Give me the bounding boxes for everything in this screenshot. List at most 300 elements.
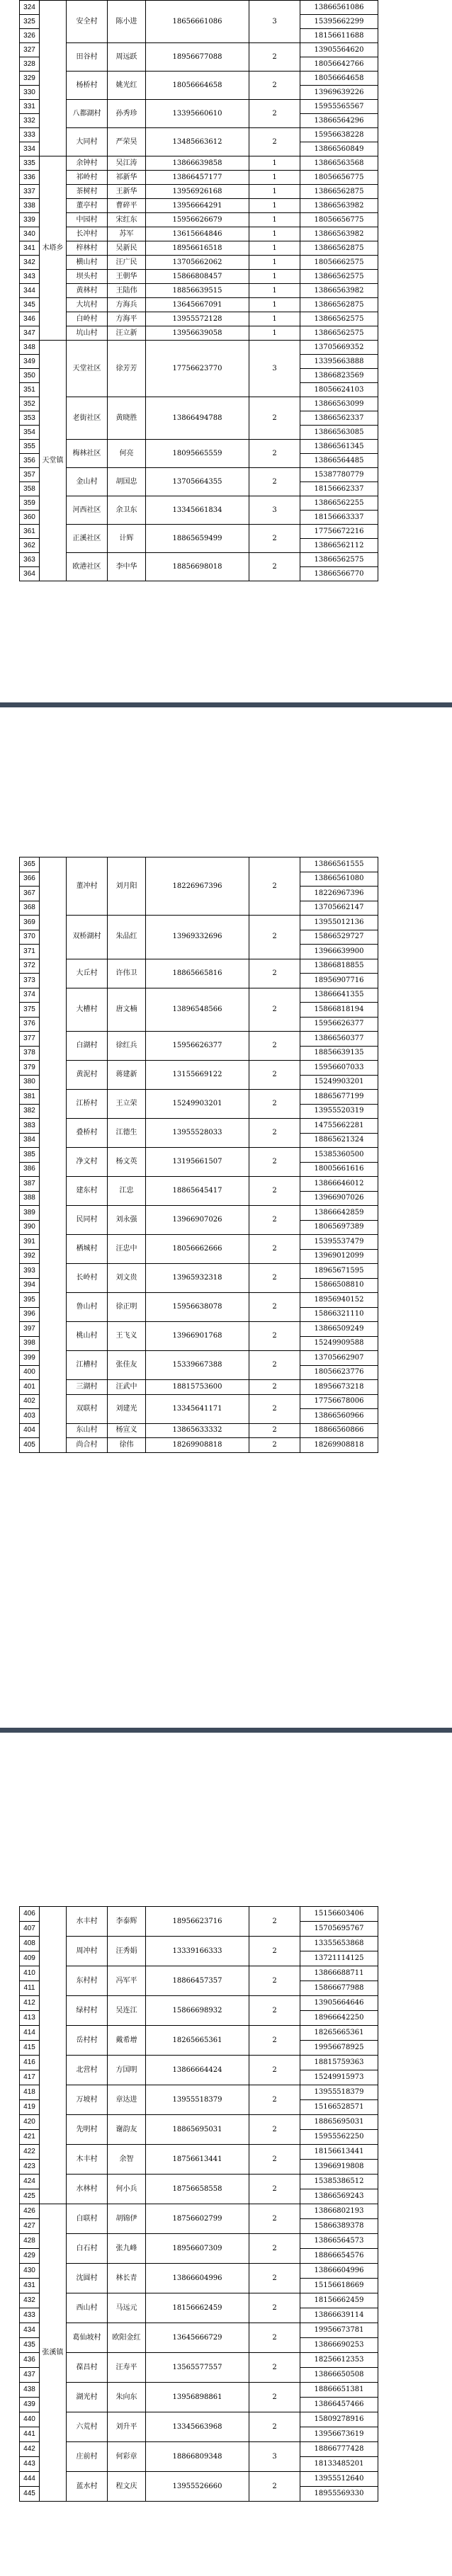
village-cell: 欧港社区 (67, 553, 108, 581)
phone-cell: 15866321110 (300, 1307, 378, 1322)
phone-cell: 18156662459 (300, 2293, 378, 2308)
contact-name-cell: 林长青 (108, 2264, 146, 2293)
village-cell: 先明村 (67, 2115, 108, 2145)
landline-cell: 15866698932 (146, 1996, 249, 2026)
landline-cell: 18056664658 (146, 72, 249, 100)
phone-cell: 13866561080 (300, 872, 378, 887)
row-number-cell: 368 (20, 901, 40, 916)
phone-cell: 13866566770 (300, 567, 378, 581)
row-number-cell: 331 (20, 100, 40, 114)
contact-name-cell: 刘建光 (108, 1394, 146, 1423)
contact-name-cell: 黄晓胜 (108, 397, 146, 440)
contact-name-cell: 余卫东 (108, 496, 146, 525)
row-number-cell: 365 (20, 857, 40, 872)
phone-cell: 15866529727 (300, 930, 378, 945)
village-cell: 大同村 (67, 128, 108, 156)
count-cell: 2 (249, 1966, 300, 1996)
count-cell: 2 (249, 1394, 300, 1423)
landline-cell: 18156662459 (146, 2293, 249, 2323)
table-row (20, 2204, 378, 2219)
row-number-cell: 431 (20, 2279, 40, 2293)
phone-cell: 13866564485 (300, 454, 378, 468)
row-number-cell: 405 (20, 1438, 40, 1453)
count-cell: 1 (249, 326, 300, 341)
count-cell: 2 (249, 525, 300, 553)
table-row (20, 241, 378, 256)
row-number-cell: 366 (20, 872, 40, 887)
landline-cell: 13485663612 (146, 128, 249, 156)
count-cell: 2 (249, 1061, 300, 1090)
row-number-cell: 349 (20, 355, 40, 369)
landline-cell: 13345641171 (146, 1394, 249, 1423)
landline-cell: 13339166333 (146, 1937, 249, 1966)
phone-cell: 13955518379 (300, 2085, 378, 2100)
table-row (20, 1206, 378, 1221)
village-cell: 叠桥村 (67, 1119, 108, 1148)
landline-cell: 13896548566 (146, 988, 249, 1032)
contact-name-cell: 陈小进 (108, 1, 146, 43)
landline-cell: 18956607309 (146, 2234, 249, 2264)
table-row (20, 171, 378, 185)
phone-cell: 13866562875 (300, 298, 378, 312)
table-row (20, 2293, 378, 2308)
row-number-cell: 440 (20, 2412, 40, 2427)
contact-name-cell: 汪寿平 (108, 2353, 146, 2383)
table-row (20, 1293, 378, 1308)
phone-cell: 18056664658 (300, 72, 378, 86)
row-number-cell: 412 (20, 1996, 40, 2011)
contact-name-cell: 张佳友 (108, 1351, 146, 1380)
village-cell: 湖光村 (67, 2383, 108, 2412)
phone-cell: 13395663888 (300, 355, 378, 369)
village-cell: 大坑村 (67, 298, 108, 312)
village-cell: 董亭村 (67, 199, 108, 213)
village-cell: 长岭村 (67, 1264, 108, 1293)
table-row (20, 185, 378, 199)
count-cell: 2 (249, 1264, 300, 1293)
phone-cell: 18866777428 (300, 2442, 378, 2457)
count-cell: 1 (249, 156, 300, 171)
row-number-cell: 419 (20, 2100, 40, 2115)
count-cell: 2 (249, 2472, 300, 2502)
phone-cell: 13866561555 (300, 857, 378, 872)
count-cell: 3 (249, 496, 300, 525)
phone-cell: 15866818194 (300, 1003, 378, 1018)
count-cell: 2 (249, 128, 300, 156)
phone-cell: 15866677988 (300, 1981, 378, 1996)
row-number-cell: 347 (20, 326, 40, 341)
contact-name-cell: 刘文贵 (108, 1264, 146, 1293)
phone-cell: 13966639900 (300, 945, 378, 959)
count-cell: 2 (249, 100, 300, 128)
phone-cell: 13866563085 (300, 426, 378, 440)
table-row (20, 2472, 378, 2487)
phone-cell: 13866564573 (300, 2234, 378, 2249)
row-number-cell: 423 (20, 2160, 40, 2175)
table-row (20, 341, 378, 355)
landline-cell: 15339667388 (146, 1351, 249, 1380)
village-cell: 蓝水村 (67, 2472, 108, 2502)
contact-name-cell: 李泰辉 (108, 1907, 146, 1937)
contact-name-cell: 何彩章 (108, 2442, 146, 2472)
phone-cell: 13866562875 (300, 185, 378, 199)
landline-cell: 13865633332 (146, 1423, 249, 1438)
table-row (20, 1061, 378, 1076)
count-cell: 2 (249, 2145, 300, 2175)
table-row (20, 1996, 378, 2011)
row-number-cell: 391 (20, 1235, 40, 1250)
phone-cell: 13866650508 (300, 2368, 378, 2383)
village-cell: 岳村村 (67, 2026, 108, 2056)
table-row (20, 1438, 378, 1453)
phone-cell: 13866690253 (300, 2338, 378, 2353)
row-number-cell: 433 (20, 2308, 40, 2323)
phone-cell: 18965671595 (300, 1264, 378, 1279)
count-cell: 1 (249, 284, 300, 298)
count-cell: 2 (249, 1293, 300, 1322)
row-number-cell: 444 (20, 2472, 40, 2487)
contact-name-cell: 杨文英 (108, 1148, 146, 1177)
contact-table (19, 857, 378, 1453)
phone-cell: 13866561345 (300, 440, 378, 454)
contact-name-cell: 杨宣义 (108, 1423, 146, 1438)
phone-cell: 13956673619 (300, 2427, 378, 2442)
row-number-cell: 394 (20, 1278, 40, 1293)
count-cell: 2 (249, 2175, 300, 2204)
contact-name-cell: 蒋建新 (108, 1061, 146, 1090)
row-number-cell: 389 (20, 1206, 40, 1221)
row-number-cell: 324 (20, 1, 40, 15)
contact-name-cell: 马远元 (108, 2293, 146, 2323)
row-number-cell: 396 (20, 1307, 40, 1322)
row-number-cell: 358 (20, 482, 40, 496)
table-row (20, 1090, 378, 1105)
count-cell: 2 (249, 857, 300, 916)
phone-cell: 18056656775 (300, 213, 378, 227)
township-cell: 木塔乡 (40, 156, 67, 341)
count-cell: 2 (249, 1119, 300, 1148)
row-number-cell: 336 (20, 171, 40, 185)
village-cell: 江槽村 (67, 1351, 108, 1380)
landline-cell: 18956677088 (146, 43, 249, 72)
village-cell: 正溪社区 (67, 525, 108, 553)
row-number-cell: 340 (20, 227, 40, 241)
village-cell: 坑山村 (67, 326, 108, 341)
contact-name-cell: 姚光红 (108, 72, 146, 100)
landline-cell: 13866494788 (146, 397, 249, 440)
contact-name-cell: 汪忠中 (108, 1235, 146, 1264)
row-number-cell: 380 (20, 1075, 40, 1090)
phone-cell: 15387780779 (300, 468, 378, 482)
contact-name-cell: 徐芳芳 (108, 341, 146, 397)
phone-cell: 18156662337 (300, 482, 378, 496)
village-cell: 建东村 (67, 1177, 108, 1206)
village-cell: 双桥湖村 (67, 916, 108, 959)
village-cell: 白石村 (67, 2234, 108, 2264)
township-cell (40, 857, 67, 1453)
phone-cell: 13705662147 (300, 901, 378, 916)
phone-cell: 18226967396 (300, 887, 378, 901)
landline-cell: 13866457177 (146, 171, 249, 185)
landline-cell: 18956623716 (146, 1907, 249, 1937)
contact-name-cell: 汪武中 (108, 1380, 146, 1395)
count-cell: 2 (249, 43, 300, 72)
row-number-cell: 413 (20, 2011, 40, 2026)
landline-cell: 18269908818 (146, 1438, 249, 1453)
landline-cell: 13956926168 (146, 185, 249, 199)
landline-cell: 13565577557 (146, 2353, 249, 2383)
contact-table (19, 0, 378, 581)
row-number-cell: 355 (20, 440, 40, 454)
table-row (20, 256, 378, 270)
village-cell: 葛仙坡村 (67, 2323, 108, 2353)
row-number-cell: 342 (20, 256, 40, 270)
table-row (20, 100, 378, 114)
landline-cell: 18756658558 (146, 2175, 249, 2204)
phone-cell: 18269908818 (300, 1438, 378, 1453)
village-cell: 民同村 (67, 1206, 108, 1235)
table-row (20, 1, 378, 15)
landline-cell: 15249903201 (146, 1090, 249, 1119)
contact-name-cell: 朱向东 (108, 2383, 146, 2412)
count-cell: 3 (249, 1, 300, 43)
row-number-cell: 430 (20, 2264, 40, 2279)
row-number-cell: 354 (20, 426, 40, 440)
contact-name-cell: 宋红东 (108, 213, 146, 227)
count-cell: 2 (249, 1090, 300, 1119)
row-number-cell: 434 (20, 2323, 40, 2338)
row-number-cell: 378 (20, 1046, 40, 1061)
landline-cell: 18865695031 (146, 2115, 249, 2145)
contact-name-cell: 方国明 (108, 2056, 146, 2085)
row-number-cell: 343 (20, 270, 40, 284)
row-number-cell: 443 (20, 2457, 40, 2472)
row-number-cell: 376 (20, 1017, 40, 1032)
contact-table (19, 1906, 378, 2502)
landline-cell: 13345663968 (146, 2412, 249, 2442)
phone-cell: 15395537479 (300, 1235, 378, 1250)
phone-cell: 15156618669 (300, 2279, 378, 2293)
count-cell: 2 (249, 553, 300, 581)
row-number-cell: 384 (20, 1133, 40, 1148)
landline-cell: 13195661507 (146, 1148, 249, 1177)
count-cell: 1 (249, 199, 300, 213)
table-row (20, 857, 378, 872)
landline-cell: 13395660610 (146, 100, 249, 128)
row-number-cell: 364 (20, 567, 40, 581)
page-separator (0, 1728, 452, 1733)
village-cell: 董冲村 (67, 857, 108, 916)
phone-cell: 13866562875 (300, 241, 378, 256)
row-number-cell: 373 (20, 974, 40, 988)
phone-cell: 13866563982 (300, 199, 378, 213)
count-cell: 1 (249, 298, 300, 312)
count-cell: 2 (249, 397, 300, 440)
count-cell: 2 (249, 1322, 300, 1351)
village-cell: 白湖村 (67, 1032, 108, 1061)
phone-cell: 13705662907 (300, 1351, 378, 1366)
table-row (20, 1119, 378, 1134)
village-cell: 安全村 (67, 1, 108, 43)
table-row (20, 525, 378, 539)
village-cell: 鲁山村 (67, 1293, 108, 1322)
phone-cell: 15385386512 (300, 2175, 378, 2189)
row-number-cell: 327 (20, 43, 40, 57)
row-number-cell: 399 (20, 1351, 40, 1366)
row-number-cell: 383 (20, 1119, 40, 1134)
landline-cell: 13966907026 (146, 1206, 249, 1235)
contact-name-cell: 吴新民 (108, 241, 146, 256)
row-number-cell: 411 (20, 1981, 40, 1996)
table-row (20, 1148, 378, 1163)
table-row (20, 2175, 378, 2189)
count-cell: 2 (249, 2323, 300, 2353)
landline-cell: 13969332696 (146, 916, 249, 959)
contact-name-cell: 方海平 (108, 312, 146, 326)
landline-cell: 15956626679 (146, 213, 249, 227)
table-row (20, 1177, 378, 1192)
contact-name-cell: 欧阳金红 (108, 2323, 146, 2353)
village-cell: 绿村村 (67, 1996, 108, 2026)
phone-cell: 18956907716 (300, 974, 378, 988)
village-cell: 水林村 (67, 2175, 108, 2204)
contact-name-cell: 徐正明 (108, 1293, 146, 1322)
contact-name-cell: 汪广民 (108, 256, 146, 270)
village-cell: 庄前村 (67, 2442, 108, 2472)
row-number-cell: 350 (20, 369, 40, 383)
phone-cell: 18966642250 (300, 2011, 378, 2026)
row-number-cell: 445 (20, 2487, 40, 2502)
contact-name-cell: 王新华 (108, 185, 146, 199)
phone-cell: 15956607033 (300, 1061, 378, 1076)
table-row (20, 1966, 378, 1981)
count-cell: 2 (249, 2204, 300, 2234)
village-cell: 东村村 (67, 1966, 108, 1996)
phone-cell: 13866562112 (300, 539, 378, 553)
contact-name-cell: 许伟卫 (108, 959, 146, 988)
row-number-cell: 382 (20, 1104, 40, 1119)
phone-cell: 15395662299 (300, 15, 378, 29)
row-number-cell: 352 (20, 397, 40, 411)
landline-cell: 18856698018 (146, 553, 249, 581)
table-row (20, 1032, 378, 1047)
row-number-cell: 339 (20, 213, 40, 227)
row-number-cell: 375 (20, 1003, 40, 1018)
row-number-cell: 346 (20, 312, 40, 326)
row-number-cell: 438 (20, 2383, 40, 2398)
count-cell: 2 (249, 1423, 300, 1438)
contact-name-cell: 冯军平 (108, 1966, 146, 1996)
village-cell: 桃山村 (67, 1322, 108, 1351)
phone-cell: 18866560866 (300, 1423, 378, 1438)
contact-name-cell: 祁新华 (108, 171, 146, 185)
row-number-cell: 341 (20, 241, 40, 256)
count-cell: 2 (249, 2234, 300, 2264)
village-cell: 沈圆村 (67, 2264, 108, 2293)
table-row (20, 1907, 378, 1922)
row-number-cell: 424 (20, 2175, 40, 2189)
landline-cell: 18656661086 (146, 1, 249, 43)
contact-name-cell: 胡锦伊 (108, 2204, 146, 2234)
phone-cell: 13355653868 (300, 1937, 378, 1951)
row-number-cell: 337 (20, 185, 40, 199)
row-number-cell: 362 (20, 539, 40, 553)
count-cell: 2 (249, 916, 300, 959)
landline-cell: 18866457357 (146, 1966, 249, 1996)
village-cell: 木丰村 (67, 2145, 108, 2175)
landline-cell: 13965932318 (146, 1264, 249, 1293)
village-cell: 梓林村 (67, 241, 108, 256)
phone-cell: 13866562575 (300, 312, 378, 326)
landline-cell: 18865645417 (146, 1177, 249, 1206)
row-number-cell: 386 (20, 1162, 40, 1177)
village-cell: 双联村 (67, 1394, 108, 1423)
row-number-cell: 395 (20, 1293, 40, 1308)
contact-name-cell: 周远跃 (108, 43, 146, 72)
landline-cell: 13645666729 (146, 2323, 249, 2353)
phone-cell: 15809278916 (300, 2412, 378, 2427)
contact-name-cell: 江德生 (108, 1119, 146, 1148)
table-row (20, 2323, 378, 2338)
phone-cell: 17756678006 (300, 1394, 378, 1409)
count-cell: 3 (249, 2442, 300, 2472)
landline-cell: 13866664424 (146, 2056, 249, 2085)
document-page-3 (0, 1906, 452, 2576)
row-number-cell: 348 (20, 341, 40, 355)
count-cell: 1 (249, 241, 300, 256)
landline-cell: 18056662666 (146, 1235, 249, 1264)
phone-cell: 18056624103 (300, 383, 378, 397)
count-cell: 1 (249, 312, 300, 326)
table-row (20, 213, 378, 227)
village-cell: 万坡村 (67, 2085, 108, 2115)
count-cell: 2 (249, 1148, 300, 1177)
contact-name-cell: 计辉 (108, 525, 146, 553)
count-cell: 2 (249, 2085, 300, 2115)
phone-cell: 19956673781 (300, 2323, 378, 2338)
landline-cell: 18095665559 (146, 440, 249, 468)
table-row (20, 2085, 378, 2100)
row-number-cell: 398 (20, 1336, 40, 1351)
landline-cell: 13345661834 (146, 496, 249, 525)
phone-cell: 13866646012 (300, 1177, 378, 1192)
count-cell: 1 (249, 171, 300, 185)
row-number-cell: 426 (20, 2204, 40, 2219)
table-row (20, 2056, 378, 2070)
phone-cell: 13866642859 (300, 1206, 378, 1221)
village-cell: 白岭村 (67, 312, 108, 326)
table-row (20, 312, 378, 326)
row-number-cell: 436 (20, 2353, 40, 2368)
phone-cell: 15166528571 (300, 2100, 378, 2115)
landline-cell: 13966901768 (146, 1322, 249, 1351)
contact-name-cell: 王陆伟 (108, 284, 146, 298)
row-number-cell: 377 (20, 1032, 40, 1047)
phone-cell: 15866389378 (300, 2219, 378, 2234)
landline-cell: 13956898861 (146, 2383, 249, 2412)
row-number-cell: 427 (20, 2219, 40, 2234)
landline-cell: 13955528033 (146, 1119, 249, 1148)
contact-name-cell: 谢韵友 (108, 2115, 146, 2145)
phone-cell: 13866823569 (300, 369, 378, 383)
table-row (20, 916, 378, 930)
contact-name-cell: 胡国忠 (108, 468, 146, 496)
landline-cell: 18756613441 (146, 2145, 249, 2175)
row-number-cell: 361 (20, 525, 40, 539)
village-cell: 大槽村 (67, 988, 108, 1032)
row-number-cell: 363 (20, 553, 40, 567)
count-cell: 2 (249, 959, 300, 988)
